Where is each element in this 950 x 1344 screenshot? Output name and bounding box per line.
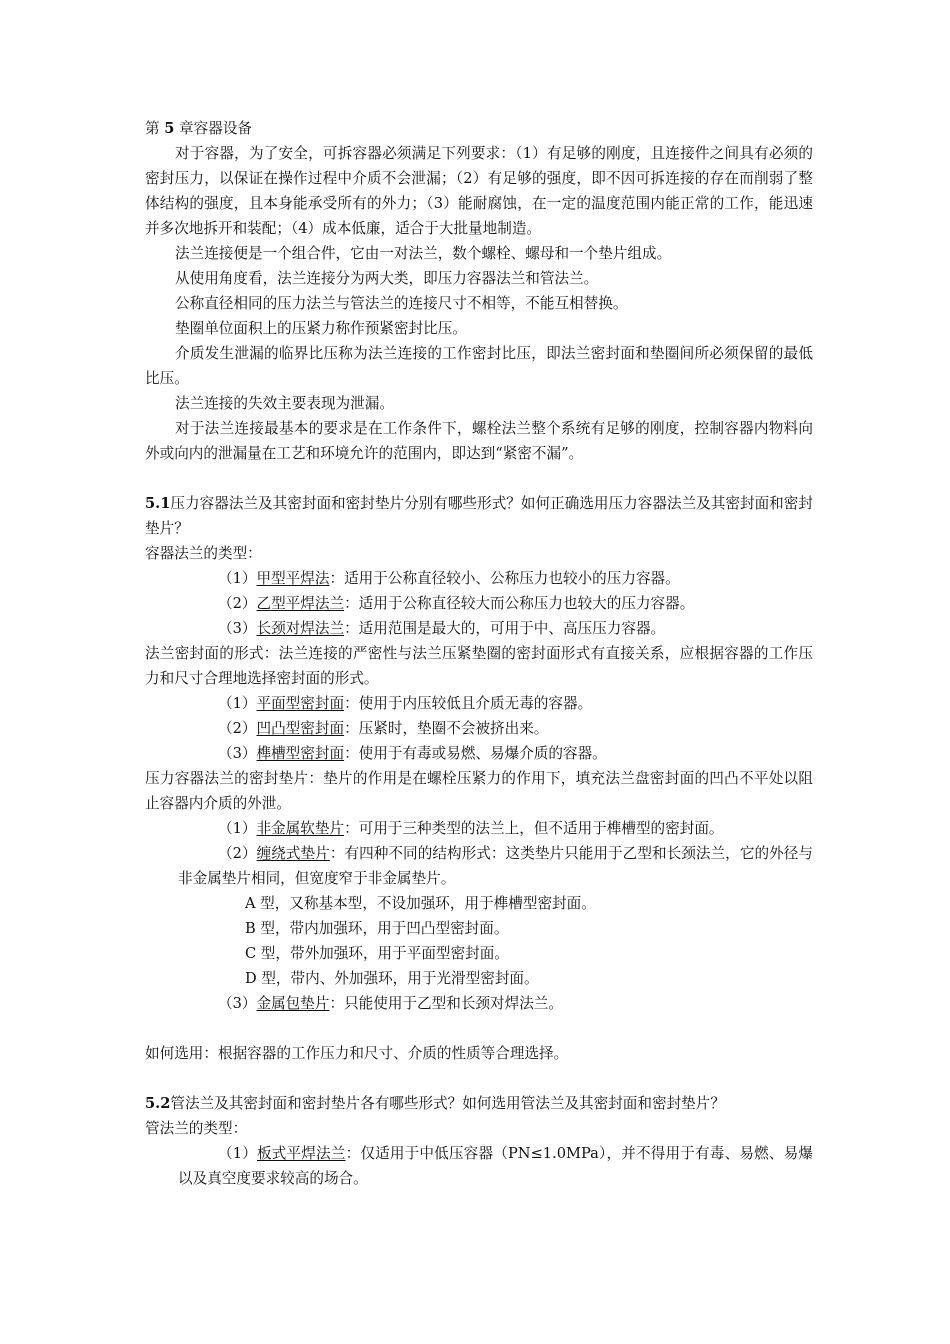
intro-paragraph: 从使用角度看，法兰连接分为两大类，即压力容器法兰和管法兰。 [175, 270, 599, 287]
list-item [145, 616, 813, 641]
list-item [145, 691, 813, 716]
sub-list-item: B 型，带内加强环，用于凹凸型密封面。 [245, 920, 509, 937]
chapter-number: 5 [164, 120, 175, 137]
intro-paragraph: 对于法兰连接最基本的要求是在工作条件下，螺栓法兰整个系统有足够的刚度，控制容器内物料向外或向内的泄漏量在工艺和环境允许的范围内，即达到“紧密不漏”。 [145, 420, 813, 462]
list-item [145, 591, 813, 616]
question-number: 5.1 [145, 495, 171, 512]
item-desc: ：适用于公称直径较小、公称压力也较小的压力容器。 [329, 570, 680, 587]
intro-paragraph: 介质发生泄漏的临界比压称为法兰连接的工作密封比压，即法兰密封面和垫圈间所必须保留的最低比压。 [145, 345, 813, 387]
intro-paragraph: 公称直径相同的压力法兰与管法兰的连接尺寸不相等，不能互相替换。 [175, 295, 628, 312]
section-heading: 管法兰的类型： [145, 1120, 248, 1137]
item-term: 长颈对焊法兰 [256, 620, 345, 637]
item-term: 乙型平焊法兰 [256, 595, 345, 612]
item-term: 凹凸型密封面 [256, 720, 345, 737]
question-5-2 [145, 1091, 813, 1116]
item-number: （2） [218, 720, 257, 737]
item-term: 金属包垫片 [256, 995, 330, 1012]
item-term: 缠绕式垫片 [256, 845, 330, 862]
chapter-title-prefix: 第 [145, 120, 160, 137]
item-number: （3） [218, 995, 257, 1012]
item-term: 榫槽型密封面 [256, 745, 345, 762]
blank-line [145, 1016, 813, 1041]
item-desc: ），并不得用于有毒、易燃、易爆以及真空度要求较高的场合。 [178, 1145, 813, 1187]
blank-line [145, 466, 813, 491]
item-desc: ：有四种不同的结构形式：这类垫片只能用于乙型和长颈法兰，它的外径与非金属垫片相同，但宽度窄于非金属垫片。 [178, 845, 813, 887]
item-number: （3） [218, 620, 257, 637]
item-term: 板式平焊法兰 [256, 1145, 346, 1162]
section-heading: 容器法兰的类型： [145, 545, 262, 562]
sub-list-item: C 型，带外加强环，用于平面型密封面。 [245, 945, 509, 962]
pressure-value: PN≤1.0MPa [507, 1145, 599, 1162]
item-number: （2） [218, 595, 257, 612]
list-item [145, 991, 813, 1016]
item-desc: ：适用于公称直径较大而公称压力也较大的压力容器。 [344, 595, 695, 612]
selection-note: 如何选用：根据容器的工作压力和尺寸、介质的性质等合理选择。 [145, 1045, 569, 1062]
item-number: （2） [218, 845, 257, 862]
section-heading: 法兰密封面的形式：法兰连接的严密性与法兰压紧垫圈的密封面形式有直接关系，应根据容器的工作压力和尺寸合理地选择密封面的形式。 [145, 645, 813, 687]
list-item [145, 841, 813, 891]
intro-paragraph: 法兰连接便是一个组合件，它由一对法兰，数个螺栓、螺母和一个垫片组成。 [175, 245, 672, 262]
question-number: 5.2 [145, 1095, 171, 1112]
document-page [145, 116, 813, 1191]
item-number: （3） [218, 745, 257, 762]
list-item [145, 1141, 813, 1191]
chapter-title-text: 章容器设备 [179, 120, 253, 137]
sub-list-item: D 型，带内、外加强环，用于光滑型密封面。 [245, 970, 539, 987]
item-desc: ：可用于三种类型的法兰上，但不适用于榫槽型的密封面。 [344, 820, 724, 837]
question-text: 压力容器法兰及其密封面和密封垫片分别有哪些形式？如何正确选用压力容器法兰及其密封面和密封垫片？ [145, 495, 813, 537]
item-term: 平面型密封面 [256, 695, 345, 712]
item-desc: ：使用于有毒或易燃、易爆介质的容器。 [344, 745, 607, 762]
item-desc: ：仅适用于中低压容器（ [345, 1145, 508, 1162]
list-item [145, 716, 813, 741]
item-number: （1） [218, 820, 257, 837]
item-number: （1） [218, 1145, 257, 1162]
item-desc: ：适用范围是最大的，可用于中、高压压力容器。 [344, 620, 666, 637]
question-5-1 [145, 491, 813, 541]
item-term: 非金属软垫片 [256, 820, 345, 837]
intro-paragraph: 对于容器，为了安全，可拆容器必须满足下列要求：（1）有足够的刚度，且连接件之间具有必须的密封压力，以保证在操作过程中介质不会泄漏；（2）有足够的强度，即不因可拆连接的存在而削弱了整体结构的强度，且本身能承受所有的外力；（3）能耐腐蚀，在一定的温度范围内能正常的工作，能迅速并多次地拆开和装配；（4）成本低廉，适合于大批量地制造。 [145, 145, 813, 237]
intro-paragraph: 垫圈单位面积上的压紧力称作预紧密封比压。 [175, 320, 467, 337]
item-term: 甲型平焊法 [256, 570, 330, 587]
item-desc: ：压紧时，垫圈不会被挤出来。 [344, 720, 549, 737]
list-item [145, 741, 813, 766]
blank-line [145, 1066, 813, 1091]
item-number: （1） [218, 695, 257, 712]
sub-list-item: A 型，又称基本型，不设加强环，用于榫槽型密封面。 [245, 895, 596, 912]
chapter-title [145, 116, 813, 141]
intro-paragraph: 法兰连接的失效主要表现为泄漏。 [175, 395, 394, 412]
item-desc: ：使用于内压较低且介质无毒的容器。 [344, 695, 593, 712]
question-text: 管法兰及其密封面和密封垫片各有哪些形式？如何选用管法兰及其密封面和密封垫片？ [170, 1095, 725, 1112]
item-number: （1） [218, 570, 257, 587]
list-item [145, 816, 813, 841]
section-heading: 压力容器法兰的密封垫片：垫片的作用是在螺栓压紧力的作用下，填充法兰盘密封面的凹凸不平处以阻止容器内介质的外泄。 [145, 770, 813, 812]
item-desc: ：只能使用于乙型和长颈对焊法兰。 [329, 995, 563, 1012]
list-item [145, 566, 813, 591]
